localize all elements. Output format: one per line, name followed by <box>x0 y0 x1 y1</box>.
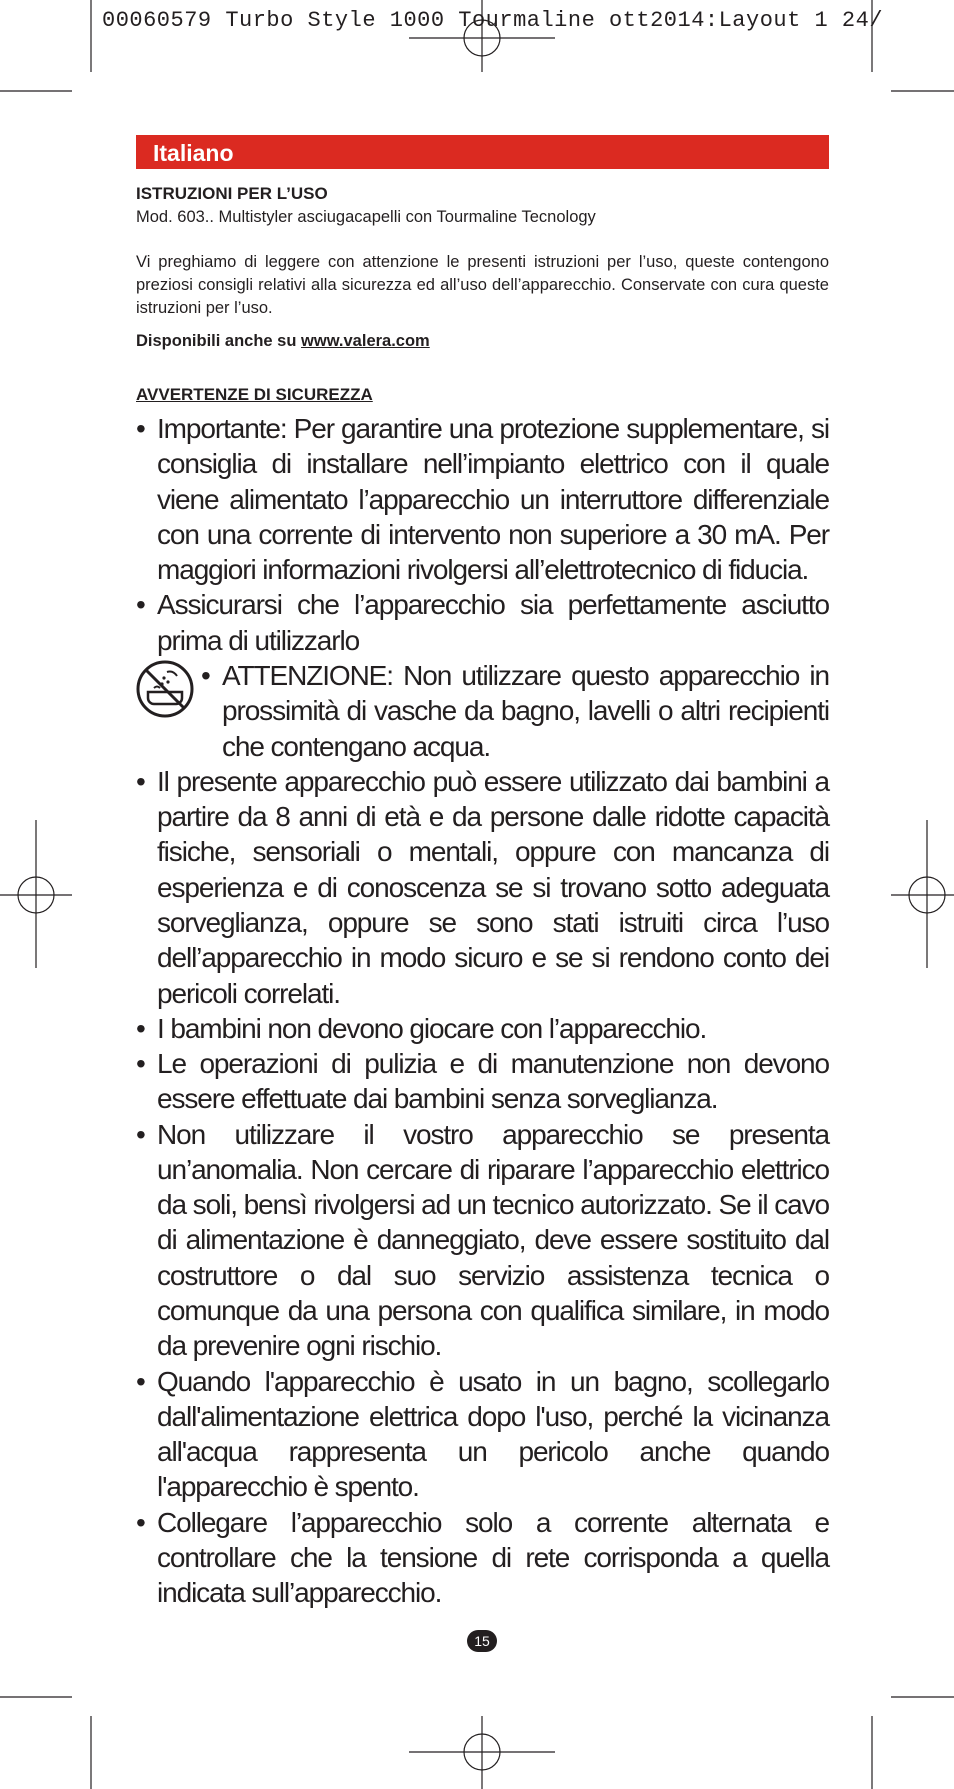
safety-item: • Importante: Per garantire una protezione supplementare, si consiglia di installare nell’impianto elettrico con il quale viene alimentato l’apparecchio un interruttore differenziale con una corrente di intervento non superiore a 30 mA. Per maggiori informazioni rivolgersi all’elettrotecnico di fiducia. <box>136 413 829 586</box>
bullet: • <box>136 1506 145 1538</box>
safety-item-warning: • ATTENZIONE: Non utilizzare questo apparecchio in prossimità di vasche da bagno, lavelli o altri recipienti che contengano acqua. <box>201 659 829 762</box>
language-title: Italiano <box>153 140 234 166</box>
availability-line <box>136 330 829 353</box>
safety-item: • Assicurarsi che l’apparecchio sia perfettamente asciutto prima di utilizzarlo <box>136 589 829 656</box>
safety-item: • Le operazioni di pulizia e di manutenzione non devono essere effettuate dai bambini senza sorveglianza. <box>136 1048 829 1115</box>
website-link[interactable]: www.valera.com <box>301 332 430 350</box>
bullet: • <box>136 1118 145 1150</box>
page-number: 15 <box>467 1630 497 1652</box>
safety-item: • Collegare l’apparecchio solo a corrente alternata e controllare che la tensione di rete corrisponda a quella indicata sull’apparecchio. <box>136 1506 829 1609</box>
bullet: • <box>136 589 145 621</box>
language-header-bar <box>136 135 829 169</box>
safety-item: • Il presente apparecchio può essere utilizzato dai bambini a partire da 8 anni di età e da persone dalle ridotte capacità fisiche, sensoriali o mentali, oppure con mancanza di esperienza e di conoscenza se si trovano sotto adeguata sorveglianza, oppure se sono stati istruiti circa l’uso dell’apparecchio in modo sicuro e se si rendono conto dei pericoli correlati. <box>136 765 829 1009</box>
safety-item: • Quando l'apparecchio è usato in un bagno, scollegarlo dall'alimentazione elettrica dopo l'uso, perché la vicinanza all'acqua rappresenta un pericolo anche quando l'apparecchio è spento. <box>136 1365 829 1503</box>
bullet: • <box>136 413 145 444</box>
bullet: • <box>136 1012 145 1044</box>
bullet: • <box>201 659 210 691</box>
bullet: • <box>136 1048 145 1080</box>
print-slug: 00060579 Turbo Style 1000 Tourmaline ott2014:Layout 1 24/ <box>102 8 884 33</box>
bullet: • <box>136 765 145 797</box>
warning-block <box>136 658 829 764</box>
no-water-bathtub-icon <box>134 658 196 720</box>
safety-item: • Non utilizzare il vostro apparecchio se presenta un’anomalia. Non cercare di riparare l’apparecchio elettrico da soli, bensì rivolgersi ad un tecnico autorizzato. Se il cavo di alimentazione è danneggiato, deve essere sostituito dal costruttore o dal suo servizio assistenza tecnica o comunque da una persona con qualifica similare, in modo da prevenire ogni rischio. <box>136 1118 829 1362</box>
safety-list <box>136 411 829 1611</box>
instructions-heading: ISTRUZIONI PER L’USO <box>136 184 328 203</box>
intro-paragraph: Vi preghiamo di leggere con attenzione le presenti istruzioni per l’uso, queste contengono preziosi consigli relativi alla sicurezza ed all’uso dell’apparecchio. Conservate con cura queste istruzioni per l’uso. <box>136 253 829 317</box>
availability-prefix: Disponibili anche su <box>136 332 302 350</box>
model-line: Mod. 603.. Multistyler asciugacapelli con Tourmaline Tecnology <box>136 208 596 226</box>
bullet: • <box>136 1365 145 1397</box>
safety-item: • I bambini non devono giocare con l’apparecchio. <box>136 1011 829 1046</box>
safety-heading: AVVERTENZE DI SICUREZZA <box>136 385 373 404</box>
